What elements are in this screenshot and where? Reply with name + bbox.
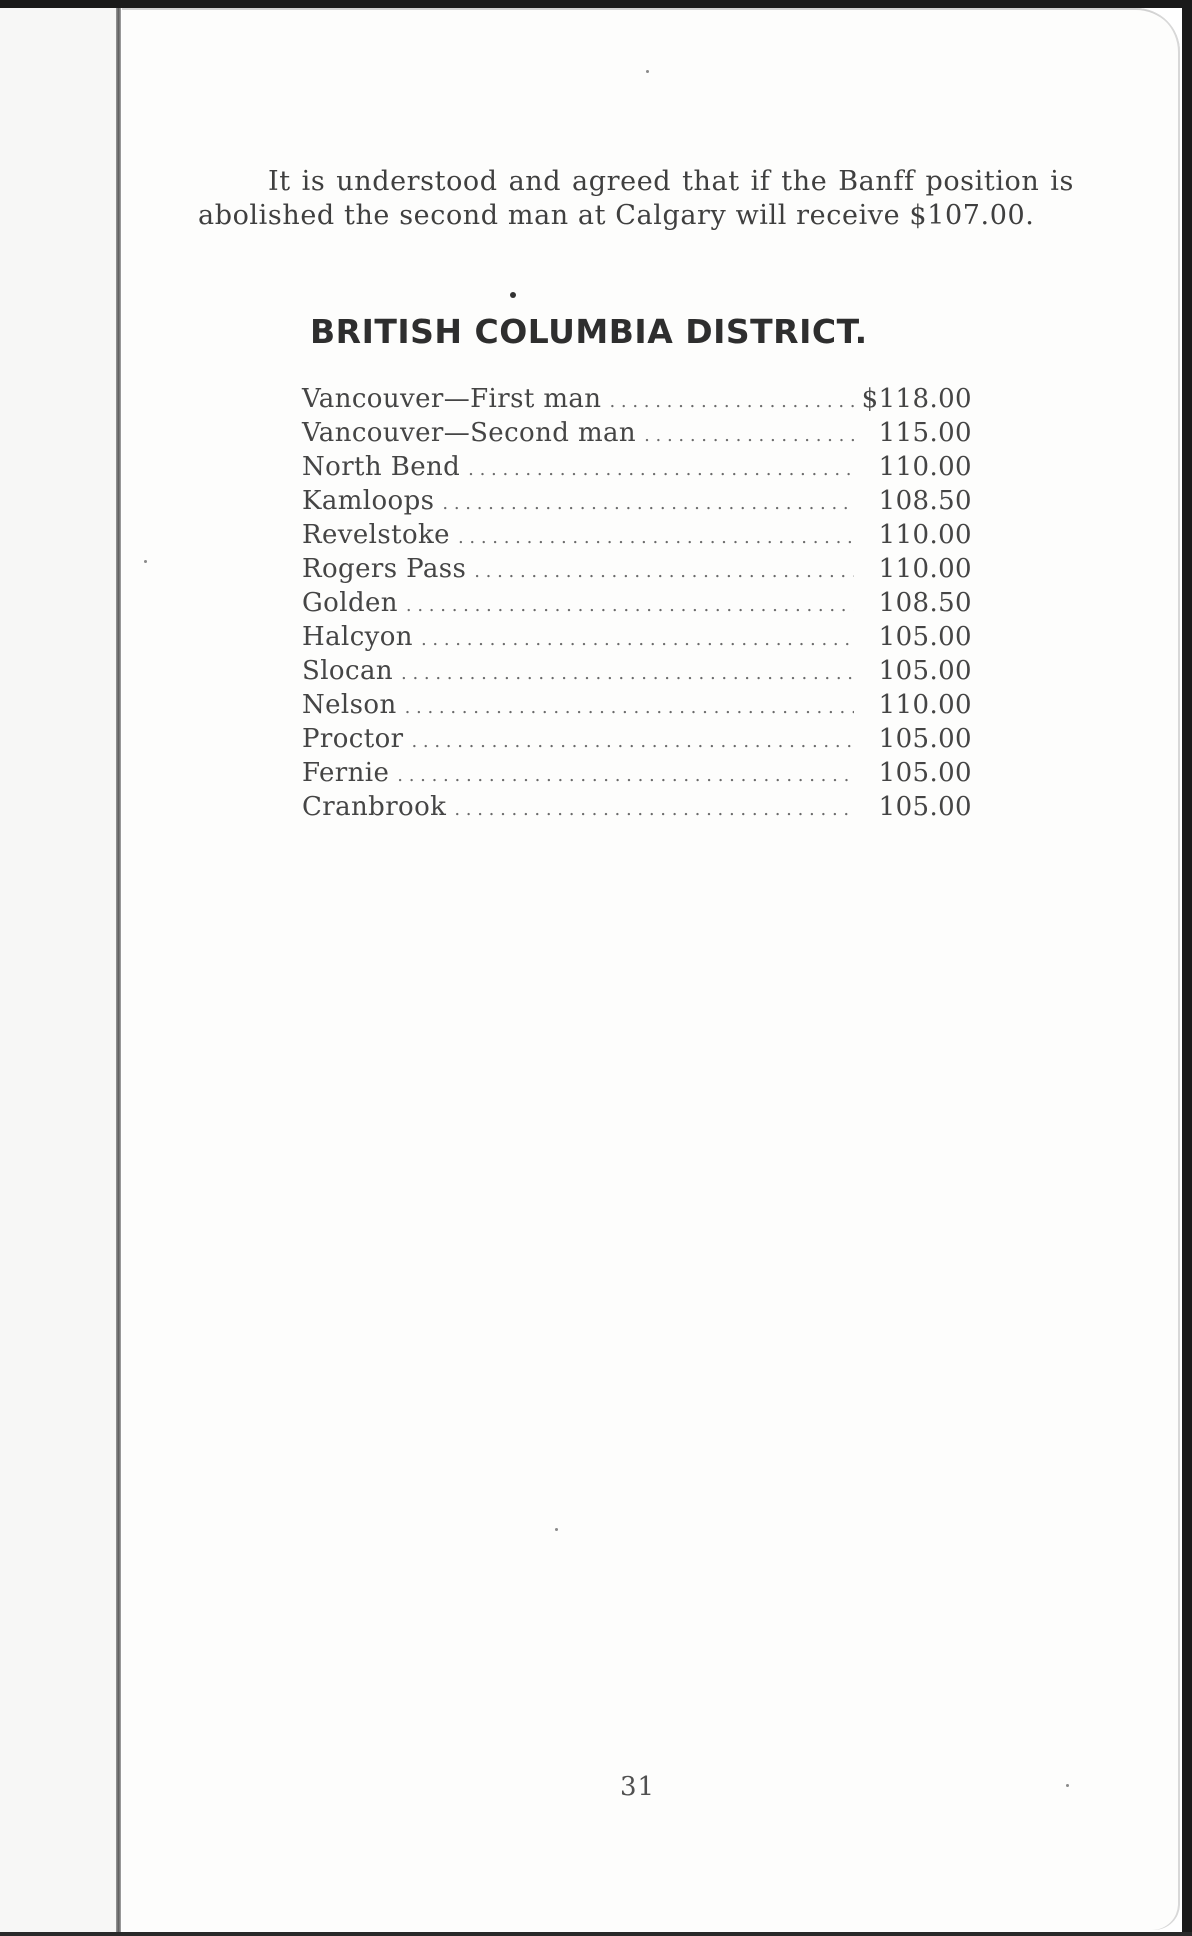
dot-leader xyxy=(644,425,854,446)
rate-place: Proctor xyxy=(302,724,404,754)
dot-leader xyxy=(609,391,854,412)
dot-leader xyxy=(405,697,854,718)
dot-leader xyxy=(397,765,854,786)
rate-place: Slocan xyxy=(302,656,393,686)
binding-spine xyxy=(116,0,121,1936)
scan-border-right xyxy=(1182,0,1192,1936)
rate-place: Kamloops xyxy=(302,486,435,516)
print-speck xyxy=(1066,1784,1069,1787)
rate-amount: 110.00 xyxy=(878,554,972,584)
rate-amount: 108.50 xyxy=(878,486,972,516)
scan-border-top xyxy=(0,0,1192,8)
dot-leader xyxy=(454,799,854,820)
rate-row xyxy=(302,792,972,826)
rate-place: North Bend xyxy=(302,452,461,482)
print-speck xyxy=(144,560,147,563)
dot-leader xyxy=(474,561,854,582)
rate-row xyxy=(302,690,972,724)
page-number: 31 xyxy=(620,1772,656,1802)
dot-leader xyxy=(406,595,854,616)
print-speck xyxy=(555,1528,558,1531)
rate-amount: 115.00 xyxy=(878,418,972,448)
rate-place: Vancouver—Second man xyxy=(302,418,637,448)
rate-row xyxy=(302,588,972,622)
rate-row xyxy=(302,554,972,588)
dot-leader xyxy=(458,527,854,548)
rate-list xyxy=(302,384,972,826)
intro-paragraph: It is understood and agreed that if the Banff position is abolished the second man at Calgary will receive $107.00. xyxy=(198,166,1074,231)
document-page xyxy=(122,8,1180,1930)
dot-leader xyxy=(401,663,854,684)
rate-place: Revelstoke xyxy=(302,520,450,550)
rate-row xyxy=(302,418,972,452)
scan-border-bottom xyxy=(0,1932,1192,1936)
rate-amount: 110.00 xyxy=(878,452,972,482)
dot-leader xyxy=(468,459,854,480)
rate-row xyxy=(302,724,972,758)
rate-amount: 105.00 xyxy=(878,622,972,652)
rate-row xyxy=(302,384,972,418)
rate-place: Vancouver—First man xyxy=(302,384,602,414)
rate-row xyxy=(302,622,972,656)
rate-place: Cranbrook xyxy=(302,792,447,822)
rate-row xyxy=(302,486,972,520)
rate-amount: 110.00 xyxy=(878,520,972,550)
rate-place: Rogers Pass xyxy=(302,554,467,584)
rate-amount: $118.00 xyxy=(861,384,972,414)
rate-amount: 108.50 xyxy=(878,588,972,618)
rate-place: Halcyon xyxy=(302,622,413,652)
rate-amount: 105.00 xyxy=(878,656,972,686)
rate-amount: 105.00 xyxy=(878,724,972,754)
rate-row xyxy=(302,758,972,792)
rate-row xyxy=(302,452,972,486)
rate-amount: 105.00 xyxy=(878,792,972,822)
rate-row xyxy=(302,656,972,690)
left-margin xyxy=(0,0,118,1936)
rate-place: Fernie xyxy=(302,758,390,788)
print-speck xyxy=(646,70,649,73)
rate-place: Golden xyxy=(302,588,398,618)
section-heading: BRITISH COLUMBIA DISTRICT. xyxy=(310,312,868,351)
rate-amount: 110.00 xyxy=(878,690,972,720)
bullet-mark xyxy=(510,292,516,298)
dot-leader xyxy=(442,493,854,514)
rate-place: Nelson xyxy=(302,690,397,720)
dot-leader xyxy=(411,731,854,752)
rate-row xyxy=(302,520,972,554)
dot-leader xyxy=(421,629,854,650)
rate-amount: 105.00 xyxy=(878,758,972,788)
